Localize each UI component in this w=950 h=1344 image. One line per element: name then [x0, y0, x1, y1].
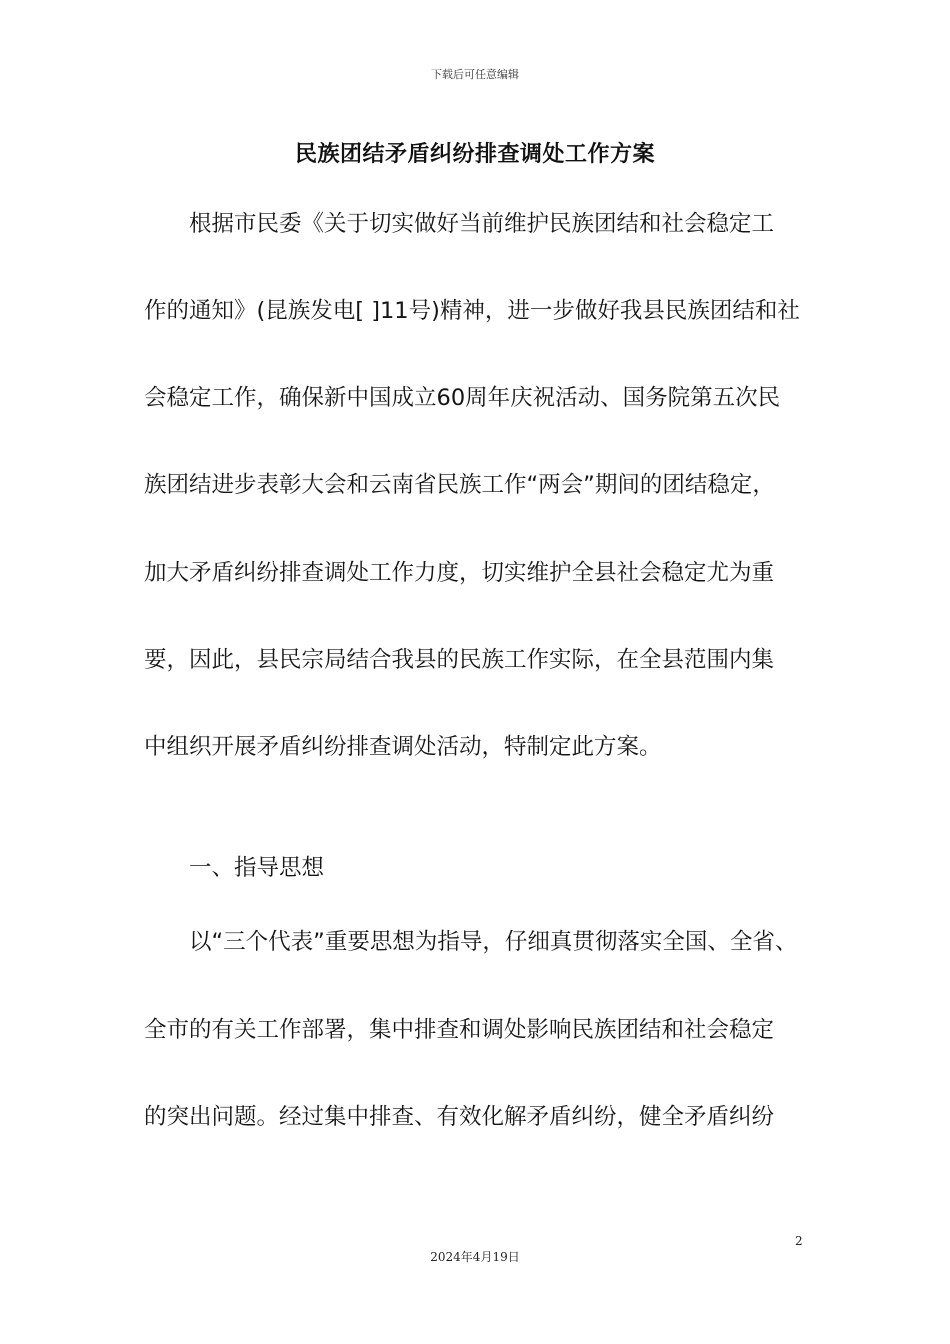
header-note: 下载后可任意编辑	[431, 68, 519, 81]
paragraph-line: 族团结进步表彰大会和云南省民族工作“两会”期间的团结稳定，	[144, 472, 775, 498]
paragraph-line: 会稳定工作，确保新中国成立60周年庆祝活动、国务院第五次民	[144, 385, 781, 411]
paragraph-line: 中组织开展矛盾纠纷排查调处活动，特制定此方案。	[144, 734, 662, 760]
footer-date: 2024年4月19日	[430, 1250, 520, 1264]
paragraph-line: 根据市民委《关于切实做好当前维护民族团结和社会稳定工	[189, 211, 775, 237]
page-number: 2	[795, 1234, 803, 1248]
paragraph-line: 要，因此，县民宗局结合我县的民族工作实际，在全县范围内集	[144, 647, 775, 673]
document-title: 民族团结矛盾纠纷排查调处工作方案	[294, 142, 655, 167]
paragraph-line: 以“三个代表”重要思想为指导，仔细真贯彻落实全国、全省、	[189, 929, 798, 955]
paragraph-line: 的突出问题。经过集中排查、有效化解矛盾纠纷，健全矛盾纠纷	[144, 1104, 775, 1130]
paragraph-line: 作的通知》(昆族发电[ ]11号)精神，进一步做好我县民族团结和社	[144, 298, 800, 324]
section-heading: 一、指导思想	[189, 855, 325, 881]
paragraph-line: 全市的有关工作部署，集中排查和调处影响民族团结和社会稳定	[144, 1017, 775, 1043]
paragraph-line: 加大矛盾纠纷排查调处工作力度，切实维护全县社会稳定尤为重	[144, 560, 775, 586]
